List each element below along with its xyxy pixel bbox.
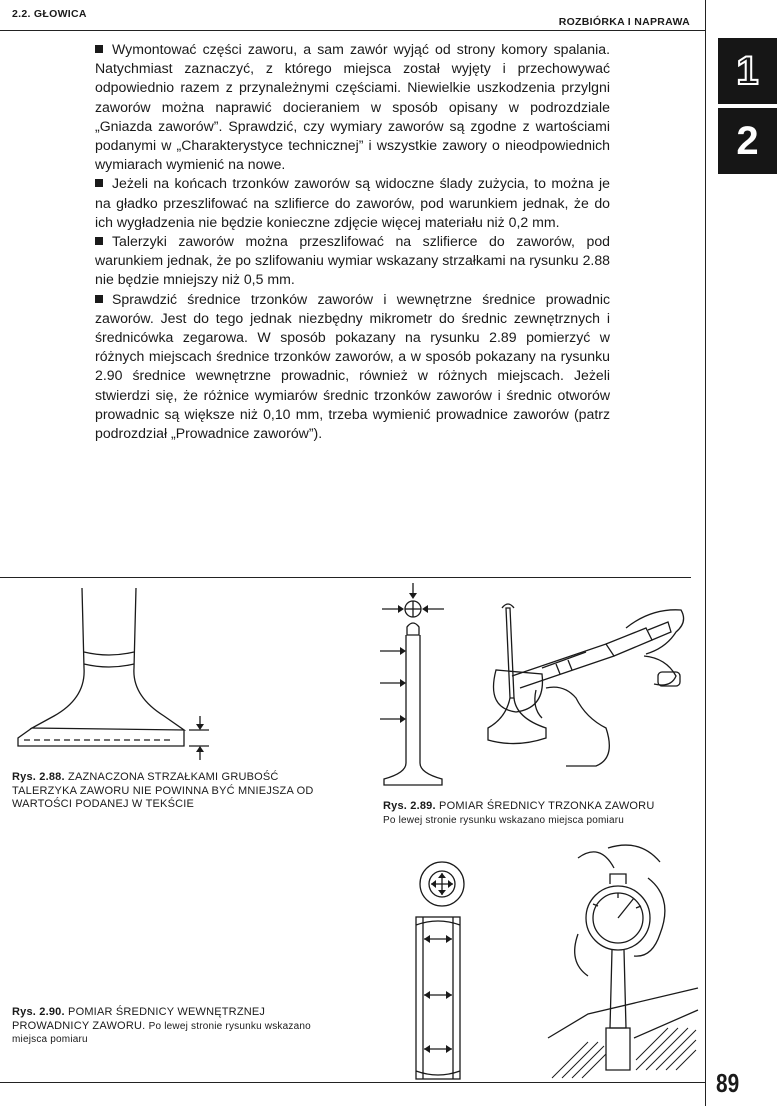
header-divider (0, 30, 706, 31)
fig-2-90-guide-diagram (412, 855, 472, 1085)
bullet-icon (95, 237, 103, 245)
fig-2-90-caption: Rys. 2.90. POMIAR ŚREDNICY WEWNĘTRZNEJ PROWADNICY ZAWORU. Po lewej stronie rysunku wskazano miejsca pomiaru (12, 1006, 311, 1045)
bullet-icon (95, 179, 103, 187)
fig-2-90-bore-gauge-illustration (548, 838, 698, 1083)
bullet-icon (95, 45, 103, 53)
fig-2-89-stem-diagram (372, 583, 452, 788)
paragraph: Talerzyki zaworów można przeszlifować na szlifierce do zaworów, pod warunkiem jednak, że po szlifowaniu wymiar wskazany strzałkami na rysunku 2.88 nie będzie mniejszy niż 0,5 mm. (95, 233, 610, 288)
chapter-title: ROZBIÓRKA I NAPRAWA (558, 16, 690, 28)
chapter-tab-2[interactable]: 2 (718, 108, 777, 174)
body-text (95, 40, 610, 443)
paragraph: Sprawdzić średnice trzonków zaworów i wewnętrzne średnice prowadnic zaworów. Jest do tego jednak niezbędny mikrometr do średnic zewnętrznych i średnicówka zegarowa. W sposób pokazany na rysunku 2.89 pomierzyć w różnych miejscach średnice trzonków zaworów, a w sposób pokazany na rysunku 2.90 średnice wewnętrzne prowadnic, również w różnych miejscach. Jeżeli stwierdzi się, że różnice wymiarów średnic trzonków zaworów i średnic otworów prowadnic są większe niż 0,10 mm, trzeba wymienić prowadnice zaworów (patrz podrozdział „Prowadnice zaworów”). (95, 290, 610, 442)
footer-divider (0, 1082, 706, 1083)
margin-divider (705, 0, 706, 1106)
fig-2-89-micrometer-illustration (476, 588, 691, 768)
section-header: 2.2. GŁOWICA (12, 8, 87, 20)
fig-2-88-caption: Rys. 2.88. ZAZNACZONA STRZAŁKAMI GRUBOŚĆ TALERZYKA ZAWORU NIE POWINNA BYĆ MNIEJSZA OD WARTOŚCI PODANEJ W TEKŚCIE (12, 771, 314, 810)
paragraph: Wymontować części zaworu, a sam zawór wyjąć od strony komory spalania. Natychmiast zaznaczyć, z którego miejsca został wyjęty i przechowywać odpowiednio razem z przynależnymi częściami. Niewielkie uszkodzenia przylgni zaworów można naprawić docieraniem w sposób opisany w podrozdziale „Gniazda zaworów”. Sprawdzić, czy wymiary zaworów są zgodne z wartościami podanymi w „Charakterystyce technicznej” i wszystkie zawory o nieodpowiednich wymiarach wymienić na nowe. (95, 41, 610, 173)
paragraph: Jeżeli na końcach trzonków zaworów są widoczne ślady zużycia, to można je na gładko przeszlifować na szlifierce do zaworów, pod warunkiem jednak, że do ich wygładzenia nie będzie konieczne zdjęcie więcej materiału niż 0,2 mm. (95, 175, 610, 230)
figures-divider (0, 577, 691, 578)
fig-2-88-valve-head-illustration (14, 588, 234, 768)
fig-2-90-subcaption: Po lewej stronie rysunku wskazano miejsca pomiaru (12, 1020, 311, 1045)
fig-2-89-caption: Rys. 2.89. POMIAR ŚREDNICY TRZONKA ZAWORU Po lewej stronie rysunku wskazano miejsca pomiaru (383, 800, 655, 826)
page-number: 89 (716, 1068, 740, 1098)
bullet-icon (95, 295, 103, 303)
fig-2-89-subcaption: Po lewej stronie rysunku wskazano miejsca pomiaru (383, 814, 625, 826)
chapter-tab-1[interactable]: 1 (718, 38, 777, 104)
